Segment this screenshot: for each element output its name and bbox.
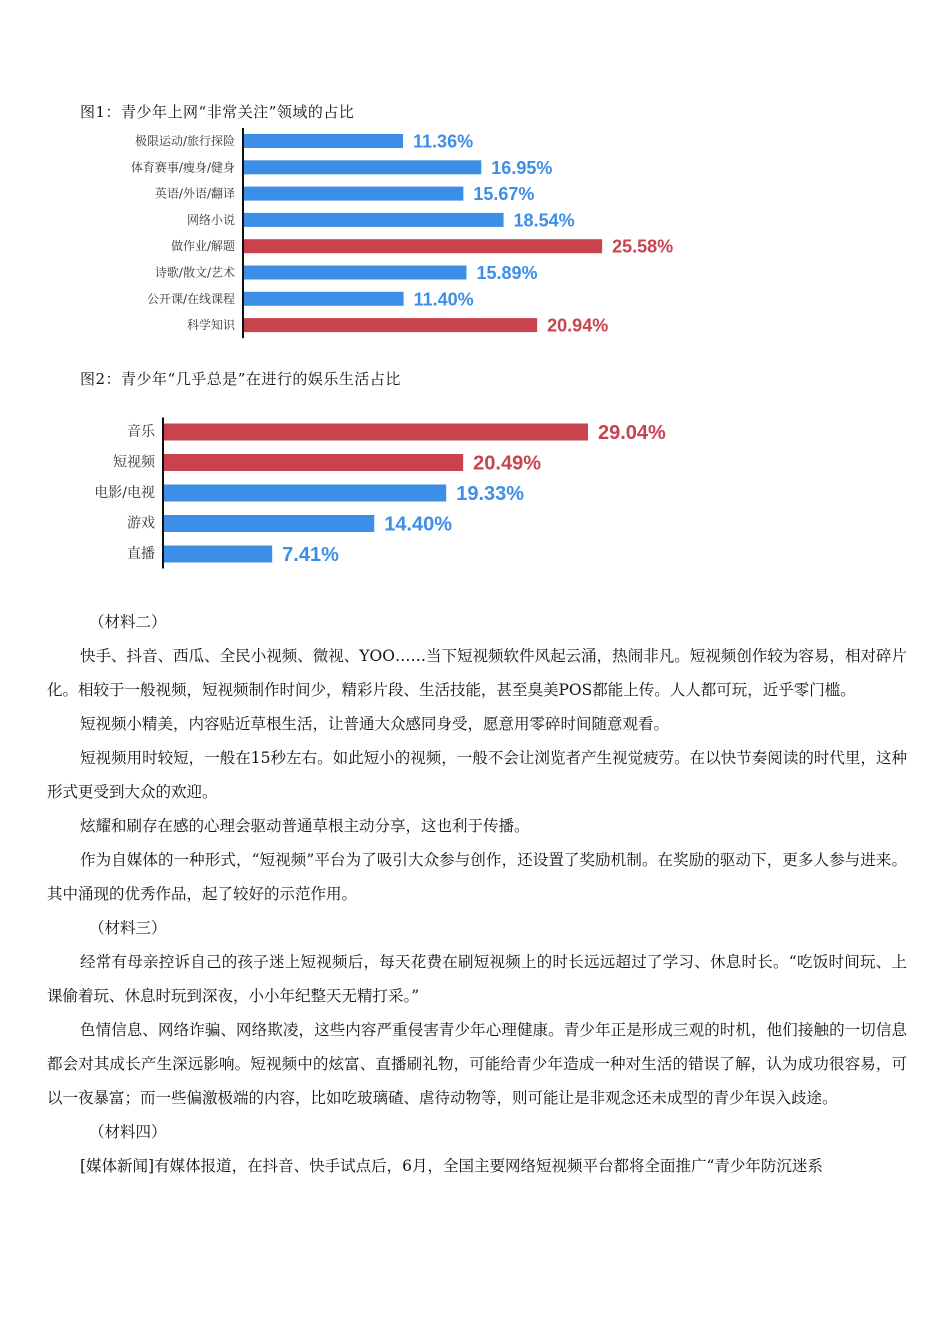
chart2-category-label: 直播: [127, 546, 155, 562]
figure2-caption: 图2：青少年“几乎总是”在进行的娱乐生活占比: [80, 370, 401, 388]
chart1-bar: [244, 213, 504, 227]
chart1-bar: [244, 134, 403, 148]
material4-paragraph: [媒体新闻]有媒体报道，在抖音、快手试点后，6月，全国主要网络短视频平台都将全面推广“青少年防沉迷系: [80, 1157, 823, 1175]
chart1-value-label: 20.94%: [547, 315, 609, 336]
chart2-value-label: 20.49%: [473, 452, 541, 475]
material2-paragraph: 作为自媒体的一种形式，“短视频”平台为了吸引大众参与创作，还设置了奖励机制。在奖励的驱动下，更多人参与进来。其中涌现的优秀作品，起了较好的示范作用。: [47, 851, 907, 903]
chart2-category-label: 电影/电视: [94, 485, 155, 501]
chart2-value-label: 7.41%: [282, 544, 339, 567]
chart2-category-label: 短视频: [113, 454, 155, 471]
material3-heading: （材料三）: [89, 919, 167, 937]
chart1-category-label: 公开课/在线课程: [146, 291, 235, 306]
figure1-bar-chart: [0, 124, 950, 344]
chart1-bar: [244, 318, 537, 332]
chart1-bar: [244, 266, 466, 280]
chart2-bar: [164, 424, 588, 441]
material4-heading: （材料四）: [89, 1123, 167, 1141]
chart1-category-label: 诗歌/散文/艺术: [154, 265, 235, 280]
chart1-category-label: 科学知识: [186, 318, 235, 333]
material-text: [47, 605, 907, 1183]
chart1-bar: [244, 239, 602, 253]
chart1-value-label: 18.54%: [513, 210, 575, 231]
chart1-bar: [244, 292, 404, 306]
chart2-category-label: 游戏: [127, 515, 155, 532]
material2-heading: （材料二）: [89, 613, 167, 631]
chart1-category-label: 体育赛事/瘦身/健身: [130, 160, 235, 175]
figure1-caption: 图1：青少年上网“非常关注”领域的占比: [80, 103, 355, 121]
chart2-value-label: 29.04%: [597, 422, 666, 445]
material2-paragraph: 炫耀和刷存在感的心理会驱动普通草根主动分享，这也利于传播。: [80, 817, 530, 835]
chart2-bar: [164, 454, 463, 471]
material2-paragraph: 短视频小精美，内容贴近草根生活，让普通大众感同身受，愿意用零碎时间随意观看。: [80, 715, 670, 733]
chart1-category-label: 极限运动/旅行探险: [134, 134, 235, 148]
chart1-bar: [244, 160, 481, 174]
chart1-category-label: 网络小说: [186, 212, 235, 227]
chart2-category-label: 音乐: [127, 424, 155, 440]
chart1-value-label: 25.58%: [612, 236, 674, 257]
chart1-category-label: 做作业/解题: [170, 239, 235, 254]
figure2-bar-chart: [0, 392, 950, 582]
material2-paragraph: 短视频用时较短，一般在15秒左右。如此短小的视频，一般不会让浏览者产生视觉疲劳。在以快节奏阅读的时代里，这种形式更受到大众的欢迎。: [47, 749, 907, 801]
chart1-value-label: 15.89%: [476, 262, 538, 283]
chart1-bar: [244, 187, 463, 201]
chart1-value-label: 16.95%: [491, 157, 553, 178]
chart1-value-label: 15.67%: [473, 184, 535, 205]
chart2-bar: [164, 546, 272, 563]
chart2-value-label: 14.40%: [384, 513, 453, 536]
chart2-bar: [164, 515, 374, 532]
chart1-category-label: 英语/外语/翻译: [154, 186, 235, 201]
chart1-value-label: 11.36%: [413, 131, 474, 152]
material3-paragraph: 色情信息、网络诈骗、网络欺凌，这些内容严重侵害青少年心理健康。青少年正是形成三观的时机，他们接触的一切信息都会对其成长产生深远影响。短视频中的炫富、直播刷礼物，可能给青少年造成一种对生活的错误了解，认为成功很容易，可以一夜暴富；而一些偏激极端的内容，比如吃玻璃碴、虐待动物等，则可能让是非观念还未成型的青少年误入歧途。: [47, 1021, 907, 1107]
material3-paragraph: 经常有母亲控诉自己的孩子迷上短视频后，每天花费在刷短视频上的时长远远超过了学习、休息时长。“吃饭时间玩、上课偷着玩、休息时玩到深夜，小小年纪整天无精打采。”: [47, 953, 907, 1005]
chart1-value-label: 11.40%: [413, 289, 474, 310]
material2-paragraph: 快手、抖音、西瓜、全民小视频、微视、YOO……当下短视频软件风起云涌，热闹非凡。短视频创作较为容易，相对碎片化。相较于一般视频，短视频制作时间少，精彩片段、生活技能，甚至臭美POS都能上传。人人都可玩，近乎零门槛。: [47, 647, 907, 699]
chart2-value-label: 19.33%: [456, 483, 525, 506]
chart2-bar: [164, 485, 446, 502]
